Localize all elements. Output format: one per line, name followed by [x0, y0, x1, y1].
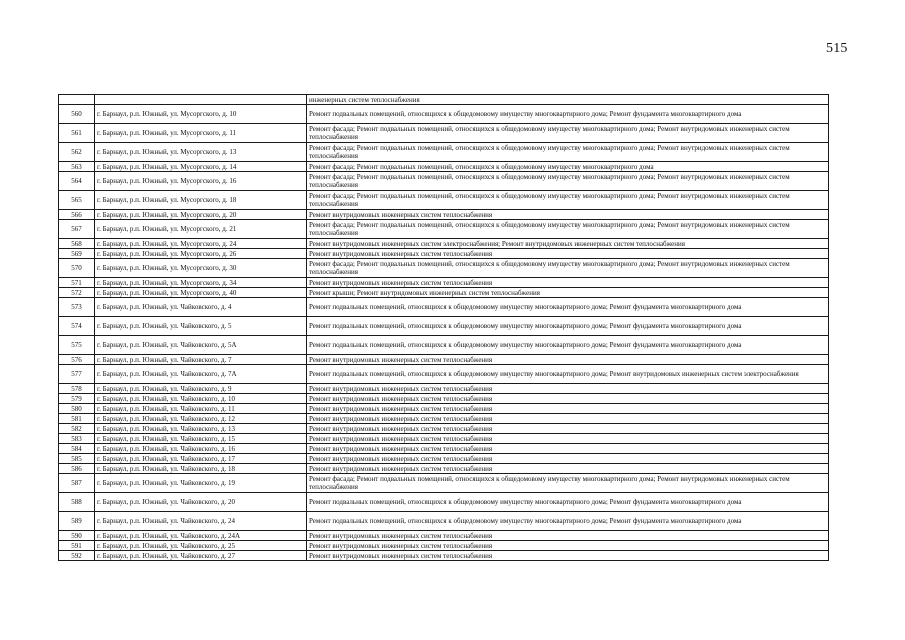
- works-cell: Ремонт внутридомовых инженерных систем теплоснабжения: [307, 541, 829, 551]
- table-row: [59, 531, 829, 541]
- address-cell: г. Барнаул, р.п. Южный, ул. Чайковского, д. 15: [95, 434, 307, 444]
- works-cell: Ремонт крыши; Ремонт внутридомовых инженерных систем теплоснабжения: [307, 288, 829, 298]
- row-number-cell: 574: [59, 317, 95, 336]
- works-cell: Ремонт внутридомовых инженерных систем теплоснабжения: [307, 278, 829, 288]
- table-row: [59, 414, 829, 424]
- works-cell: Ремонт внутридомовых инженерных систем теплоснабжения: [307, 551, 829, 561]
- works-cell: Ремонт фасада; Ремонт подвальных помещений, относящихся к общедомовому имуществу многоквартирного дома; Ремонт внутридомовых инженерных систем теплоснабжения: [307, 259, 829, 278]
- address-cell: г. Барнаул, р.п. Южный, ул. Мусоргского, д. 30: [95, 259, 307, 278]
- address-cell: г. Барнаул, р.п. Южный, ул. Чайковского, д. 16: [95, 444, 307, 454]
- address-cell: г. Барнаул, р.п. Южный, ул. Чайковского, д. 25: [95, 541, 307, 551]
- works-cell: Ремонт внутридомовых инженерных систем теплоснабжения: [307, 424, 829, 434]
- table-row: [59, 172, 829, 191]
- row-number-cell: 575: [59, 336, 95, 355]
- row-number-cell: 582: [59, 424, 95, 434]
- address-cell: г. Барнаул, р.п. Южный, ул. Чайковского, д. 19: [95, 474, 307, 493]
- address-cell: г. Барнаул, р.п. Южный, ул. Мусоргского, д. 20: [95, 210, 307, 220]
- works-cell: Ремонт подвальных помещений, относящихся к общедомовому имуществу многоквартирного дома; Ремонт фундамента многоквартирного дома: [307, 298, 829, 317]
- row-number-cell: 573: [59, 298, 95, 317]
- row-number-cell: 577: [59, 365, 95, 384]
- table-row: [59, 143, 829, 162]
- address-cell: г. Барнаул, р.п. Южный, ул. Чайковского, д. 5: [95, 317, 307, 336]
- row-number-cell: 581: [59, 414, 95, 424]
- table-row: [59, 444, 829, 454]
- address-cell: г. Барнаул, р.п. Южный, ул. Чайковского, д. 9: [95, 384, 307, 394]
- row-number-cell: 562: [59, 143, 95, 162]
- address-cell: г. Барнаул, р.п. Южный, ул. Чайковского, д. 5А: [95, 336, 307, 355]
- address-cell: г. Барнаул, р.п. Южный, ул. Мусоргского, д. 14: [95, 162, 307, 172]
- table-row: [59, 365, 829, 384]
- continuation-row: [59, 95, 829, 105]
- address-cell: г. Барнаул, р.п. Южный, ул. Чайковского, д. 4: [95, 298, 307, 317]
- row-number-cell: 589: [59, 512, 95, 531]
- table-row: [59, 512, 829, 531]
- address-cell: г. Барнаул, р.п. Южный, ул. Мусоргского, д. 13: [95, 143, 307, 162]
- address-cell: г. Барнаул, р.п. Южный, ул. Мусоргского, д. 18: [95, 191, 307, 210]
- works-cell: Ремонт подвальных помещений, относящихся к общедомовому имуществу многоквартирного дома; Ремонт внутридомовых инженерных систем электроснабжения: [307, 365, 829, 384]
- table-row: [59, 404, 829, 414]
- address-cell: г. Барнаул, р.п. Южный, ул. Мусоргского, д. 26: [95, 249, 307, 259]
- page-number: 515: [826, 41, 848, 56]
- row-number-cell: 592: [59, 551, 95, 561]
- table-row: [59, 124, 829, 143]
- row-number-cell: 563: [59, 162, 95, 172]
- address-cell: г. Барнаул, р.п. Южный, ул. Чайковского, д. 11: [95, 404, 307, 414]
- row-number-cell: 569: [59, 249, 95, 259]
- table-row: [59, 384, 829, 394]
- row-number-cell: 568: [59, 239, 95, 249]
- row-number-cell: 591: [59, 541, 95, 551]
- table-row: [59, 464, 829, 474]
- table-row: [59, 162, 829, 172]
- row-number-cell: 561: [59, 124, 95, 143]
- table-row: [59, 355, 829, 365]
- table-row: [59, 454, 829, 464]
- row-number-cell: 587: [59, 474, 95, 493]
- address-cell: г. Барнаул, р.п. Южный, ул. Мусоргского, д. 34: [95, 278, 307, 288]
- table-row: [59, 541, 829, 551]
- works-cell: Ремонт фасада; Ремонт подвальных помещений, относящихся к общедомовому имуществу многоквартирного дома; Ремонт внутридомовых инженерных систем теплоснабжения: [307, 220, 829, 239]
- works-cell: Ремонт фасада; Ремонт подвальных помещений, относящихся к общедомовому имуществу многоквартирного дома: [307, 162, 829, 172]
- address-cell: г. Барнаул, р.п. Южный, ул. Чайковского, д. 27: [95, 551, 307, 561]
- works-cell: Ремонт подвальных помещений, относящихся к общедомовому имуществу многоквартирного дома; Ремонт фундамента многоквартирного дома: [307, 336, 829, 355]
- row-number-cell: 583: [59, 434, 95, 444]
- table-row: [59, 249, 829, 259]
- row-number-cell: 590: [59, 531, 95, 541]
- works-cell: Ремонт фасада; Ремонт подвальных помещений, относящихся к общедомовому имуществу многоквартирного дома; Ремонт внутридомовых инженерных систем теплоснабжения: [307, 143, 829, 162]
- works-cell: Ремонт внутридомовых инженерных систем теплоснабжения: [307, 531, 829, 541]
- table-row: [59, 239, 829, 249]
- row-number-cell: 580: [59, 404, 95, 414]
- address-cell: г. Барнаул, р.п. Южный, ул. Чайковского, д. 7: [95, 355, 307, 365]
- works-cell: Ремонт внутридомовых инженерных систем теплоснабжения: [307, 394, 829, 404]
- works-cell: Ремонт внутридомовых инженерных систем теплоснабжения: [307, 454, 829, 464]
- works-cell: Ремонт подвальных помещений, относящихся к общедомовому имуществу многоквартирного дома; Ремонт фундамента многоквартирного дома: [307, 512, 829, 531]
- table-row: [59, 210, 829, 220]
- works-cell: Ремонт внутридомовых инженерных систем теплоснабжения: [307, 414, 829, 424]
- table-row: [59, 220, 829, 239]
- address-cell: г. Барнаул, р.п. Южный, ул. Чайковского, д. 7А: [95, 365, 307, 384]
- row-number-cell: 585: [59, 454, 95, 464]
- works-cell: Ремонт внутридомовых инженерных систем теплоснабжения: [307, 404, 829, 414]
- works-cell: Ремонт внутридомовых инженерных систем теплоснабжения: [307, 464, 829, 474]
- address-cell: г. Барнаул, р.п. Южный, ул. Чайковского, д. 24А: [95, 531, 307, 541]
- table-row: [59, 424, 829, 434]
- works-cell: инженерных систем теплоснабжения: [307, 95, 829, 105]
- table-row: [59, 278, 829, 288]
- row-number-cell: 564: [59, 172, 95, 191]
- works-cell: Ремонт фасада; Ремонт подвальных помещений, относящихся к общедомовому имуществу многоквартирного дома; Ремонт внутридомовых инженерных систем теплоснабжения: [307, 474, 829, 493]
- address-cell: г. Барнаул, р.п. Южный, ул. Мусоргского, д. 21: [95, 220, 307, 239]
- row-number-cell: 565: [59, 191, 95, 210]
- table-row: [59, 259, 829, 278]
- address-cell: г. Барнаул, р.п. Южный, ул. Мусоргского, д. 40: [95, 288, 307, 298]
- table-row: [59, 298, 829, 317]
- row-number-cell: 586: [59, 464, 95, 474]
- works-cell: Ремонт внутридомовых инженерных систем теплоснабжения: [307, 355, 829, 365]
- row-number-cell: 576: [59, 355, 95, 365]
- row-number-cell: 570: [59, 259, 95, 278]
- address-cell: г. Барнаул, р.п. Южный, ул. Мусоргского, д. 10: [95, 105, 307, 124]
- row-number-cell: 588: [59, 493, 95, 512]
- address-works-table: [58, 94, 829, 561]
- works-cell: Ремонт фасада; Ремонт подвальных помещений, относящихся к общедомовому имуществу многоквартирного дома; Ремонт внутридомовых инженерных систем теплоснабжения: [307, 191, 829, 210]
- row-number-cell: [59, 95, 95, 105]
- table-row: [59, 336, 829, 355]
- table-row: [59, 474, 829, 493]
- address-cell: г. Барнаул, р.п. Южный, ул. Мусоргского, д. 11: [95, 124, 307, 143]
- works-cell: Ремонт внутридомовых инженерных систем электроснабжения; Ремонт внутридомовых инженерных систем теплоснабжения: [307, 239, 829, 249]
- row-number-cell: 567: [59, 220, 95, 239]
- works-cell: Ремонт фасада; Ремонт подвальных помещений, относящихся к общедомовому имуществу многоквартирного дома; Ремонт внутридомовых инженерных систем теплоснабжения: [307, 172, 829, 191]
- address-cell: г. Барнаул, р.п. Южный, ул. Чайковского, д. 13: [95, 424, 307, 434]
- table-row: [59, 394, 829, 404]
- table-row: [59, 551, 829, 561]
- address-cell: г. Барнаул, р.п. Южный, ул. Чайковского, д. 10: [95, 394, 307, 404]
- table-row: [59, 288, 829, 298]
- address-cell: г. Барнаул, р.п. Южный, ул. Чайковского, д. 17: [95, 454, 307, 464]
- works-cell: Ремонт внутридомовых инженерных систем теплоснабжения: [307, 210, 829, 220]
- table-row: [59, 493, 829, 512]
- table-body: [59, 95, 829, 561]
- address-cell: г. Барнаул, р.п. Южный, ул. Мусоргского, д. 16: [95, 172, 307, 191]
- row-number-cell: 584: [59, 444, 95, 454]
- address-cell: г. Барнаул, р.п. Южный, ул. Чайковского, д. 12: [95, 414, 307, 424]
- works-cell: Ремонт подвальных помещений, относящихся к общедомовому имуществу многоквартирного дома; Ремонт фундамента многоквартирного дома: [307, 317, 829, 336]
- table-row: [59, 105, 829, 124]
- works-cell: Ремонт внутридомовых инженерных систем теплоснабжения: [307, 249, 829, 259]
- works-cell: Ремонт внутридомовых инженерных систем теплоснабжения: [307, 434, 829, 444]
- row-number-cell: 566: [59, 210, 95, 220]
- works-cell: Ремонт фасада; Ремонт подвальных помещений, относящихся к общедомовому имуществу многоквартирного дома; Ремонт внутридомовых инженерных систем теплоснабжения: [307, 124, 829, 143]
- table-row: [59, 191, 829, 210]
- address-cell: г. Барнаул, р.п. Южный, ул. Чайковского, д. 18: [95, 464, 307, 474]
- row-number-cell: 572: [59, 288, 95, 298]
- works-cell: Ремонт подвальных помещений, относящихся к общедомовому имуществу многоквартирного дома; Ремонт фундамента многоквартирного дома: [307, 493, 829, 512]
- address-cell: г. Барнаул, р.п. Южный, ул. Мусоргского, д. 24: [95, 239, 307, 249]
- row-number-cell: 571: [59, 278, 95, 288]
- works-cell: Ремонт внутридомовых инженерных систем теплоснабжения: [307, 384, 829, 394]
- address-cell: г. Барнаул, р.п. Южный, ул. Чайковского, д. 24: [95, 512, 307, 531]
- works-cell: Ремонт внутридомовых инженерных систем теплоснабжения: [307, 444, 829, 454]
- row-number-cell: 579: [59, 394, 95, 404]
- table-row: [59, 317, 829, 336]
- address-cell: [95, 95, 307, 105]
- row-number-cell: 578: [59, 384, 95, 394]
- works-cell: Ремонт подвальных помещений, относящихся к общедомовому имуществу многоквартирного дома; Ремонт фундамента многоквартирного дома: [307, 105, 829, 124]
- row-number-cell: 560: [59, 105, 95, 124]
- table-row: [59, 434, 829, 444]
- address-cell: г. Барнаул, р.п. Южный, ул. Чайковского, д. 20: [95, 493, 307, 512]
